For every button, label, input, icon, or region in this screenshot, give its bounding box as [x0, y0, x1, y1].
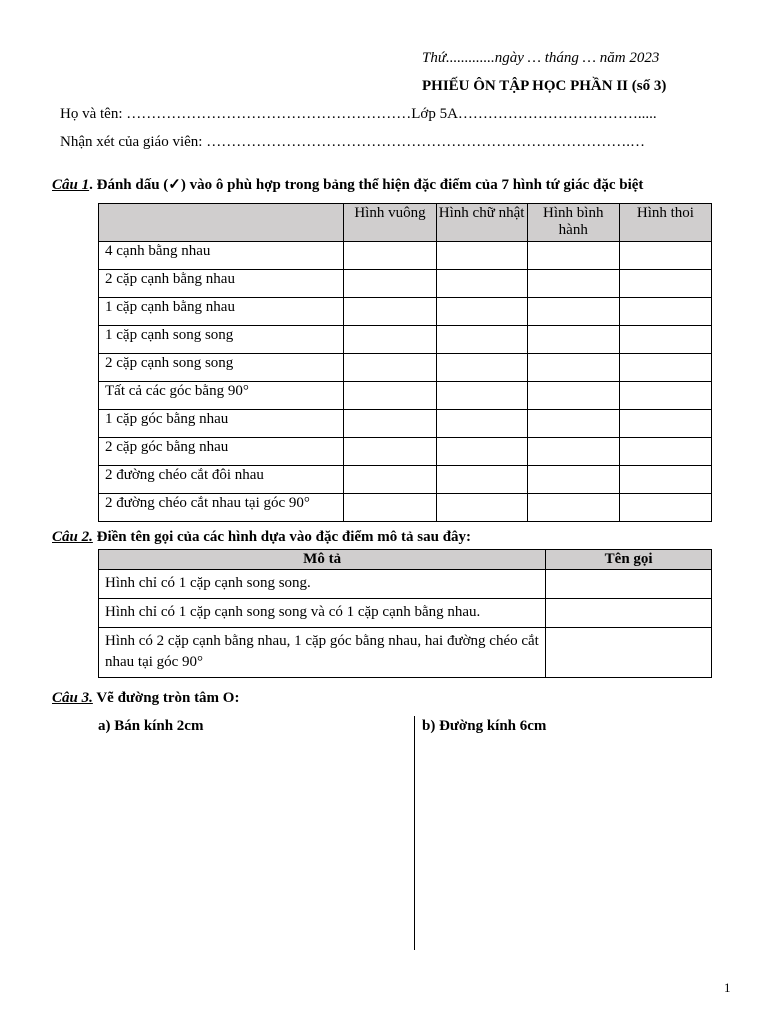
description-cell: Hình có 2 cặp cạnh bằng nhau, 1 cặp góc bằng nhau, hai đường chéo cắt nhau tại góc 90° — [99, 628, 546, 678]
question-2-text: Điền tên gọi của các hình dựa vào đặc điểm mô tả sau đây: — [92, 529, 472, 545]
answer-cell[interactable] — [546, 570, 712, 599]
checkbox-cell[interactable] — [436, 466, 527, 494]
answer-cell[interactable] — [546, 628, 712, 678]
checkbox-cell[interactable] — [344, 466, 436, 494]
page-number: 1 — [724, 980, 731, 995]
checkbox-cell[interactable] — [436, 298, 527, 326]
checkbox-cell[interactable] — [619, 298, 711, 326]
quadrilateral-properties-table — [98, 203, 712, 522]
table-row — [99, 466, 712, 494]
student-name-line: Họ và tên: …………………………………………………Lớp 5A………………………………..... — [60, 106, 657, 122]
column-header: Hình chữ nhật — [436, 204, 527, 242]
checkbox-cell[interactable] — [344, 298, 436, 326]
property-label: 2 cặp cạnh bằng nhau — [99, 270, 344, 298]
checkbox-cell[interactable] — [436, 242, 527, 270]
checkbox-cell[interactable] — [436, 410, 527, 438]
checkbox-cell[interactable] — [527, 438, 619, 466]
table-row — [99, 298, 712, 326]
table-row — [99, 270, 712, 298]
property-label: 2 cặp góc bằng nhau — [99, 438, 344, 466]
checkbox-cell[interactable] — [527, 466, 619, 494]
column-header: Hình thoi — [619, 204, 711, 242]
checkbox-cell[interactable] — [527, 494, 619, 522]
checkbox-cell[interactable] — [436, 326, 527, 354]
column-header: Tên gọi — [546, 550, 712, 570]
checkbox-cell[interactable] — [527, 298, 619, 326]
checkbox-cell[interactable] — [527, 242, 619, 270]
column-header: Hình vuông — [344, 204, 436, 242]
checkbox-cell[interactable] — [527, 354, 619, 382]
checkbox-cell[interactable] — [619, 438, 711, 466]
drawing-divider — [414, 716, 415, 950]
checkbox-cell[interactable] — [344, 382, 436, 410]
checkbox-cell[interactable] — [344, 326, 436, 354]
property-label: 2 cặp cạnh song song — [99, 354, 344, 382]
checkbox-cell[interactable] — [344, 438, 436, 466]
checkbox-cell[interactable] — [619, 382, 711, 410]
question-1-label: Câu 1 — [52, 177, 90, 193]
checkbox-cell[interactable] — [527, 270, 619, 298]
table-row — [99, 570, 712, 599]
question-2-label: Câu 2. — [52, 529, 93, 545]
checkbox-cell[interactable] — [344, 270, 436, 298]
table-row — [99, 242, 712, 270]
table-row — [99, 354, 712, 382]
checkbox-cell[interactable] — [619, 270, 711, 298]
question-3-text: Vẽ đường tròn tâm O: — [92, 690, 240, 706]
checkbox-cell[interactable] — [344, 354, 436, 382]
property-label: 1 cặp góc bằng nhau — [99, 410, 344, 438]
checkbox-cell[interactable] — [344, 410, 436, 438]
question-2 — [52, 529, 471, 546]
table-row — [99, 382, 712, 410]
checkbox-cell[interactable] — [619, 354, 711, 382]
table-header-row — [99, 550, 712, 570]
column-header: Hình bình hành — [527, 204, 619, 242]
column-header: Mô tả — [99, 550, 546, 570]
date-line: Thứ.............ngày … tháng … năm 2023 — [422, 50, 660, 66]
question-3-label: Câu 3. — [52, 690, 93, 706]
question-3 — [52, 690, 239, 707]
description-cell: Hình chỉ có 1 cặp cạnh song song. — [99, 570, 546, 599]
checkbox-cell[interactable] — [527, 382, 619, 410]
property-label: 1 cặp cạnh bằng nhau — [99, 298, 344, 326]
table-row — [99, 438, 712, 466]
checkbox-cell[interactable] — [436, 438, 527, 466]
property-label: 4 cạnh bằng nhau — [99, 242, 344, 270]
property-label: 1 cặp cạnh song song — [99, 326, 344, 354]
table-row — [99, 628, 712, 678]
question-1-text: . Đánh dấu (✓) vào ô phù hợp trong bảng thể hiện đặc điểm của 7 hình tứ giác đặc biệt — [89, 177, 644, 193]
checkbox-cell[interactable] — [436, 270, 527, 298]
part-a-label: a) Bán kính 2cm — [98, 718, 204, 734]
shape-name-table — [98, 549, 712, 678]
checkbox-cell[interactable] — [436, 382, 527, 410]
checkbox-cell[interactable] — [619, 410, 711, 438]
answer-cell[interactable] — [546, 599, 712, 628]
worksheet-title: PHIẾU ÔN TẬP HỌC PHẦN II (số 3) — [422, 78, 667, 94]
part-b-label: b) Đường kính 6cm — [422, 718, 547, 734]
header-blank-cell — [99, 204, 344, 242]
checkbox-cell[interactable] — [527, 410, 619, 438]
checkbox-cell[interactable] — [527, 326, 619, 354]
checkbox-cell[interactable] — [619, 494, 711, 522]
table-row — [99, 326, 712, 354]
table-header-row — [99, 204, 712, 242]
property-label: 2 đường chéo cắt nhau tại góc 90° — [99, 494, 344, 522]
property-label: 2 đường chéo cắt đôi nhau — [99, 466, 344, 494]
checkbox-cell[interactable] — [619, 466, 711, 494]
table-row — [99, 494, 712, 522]
table-row — [99, 599, 712, 628]
property-label: Tất cả các góc bằng 90° — [99, 382, 344, 410]
checkbox-cell[interactable] — [436, 354, 527, 382]
checkbox-cell[interactable] — [344, 494, 436, 522]
checkbox-cell[interactable] — [619, 326, 711, 354]
table-row — [99, 410, 712, 438]
checkbox-cell[interactable] — [436, 494, 527, 522]
description-cell: Hình chỉ có 1 cặp cạnh song song và có 1 cặp cạnh bằng nhau. — [99, 599, 546, 628]
question-1 — [52, 175, 643, 194]
checkbox-cell[interactable] — [344, 242, 436, 270]
checkbox-cell[interactable] — [619, 242, 711, 270]
teacher-comment-line: Nhận xét của giáo viên: ………………………………………………………………………….… — [60, 134, 645, 150]
